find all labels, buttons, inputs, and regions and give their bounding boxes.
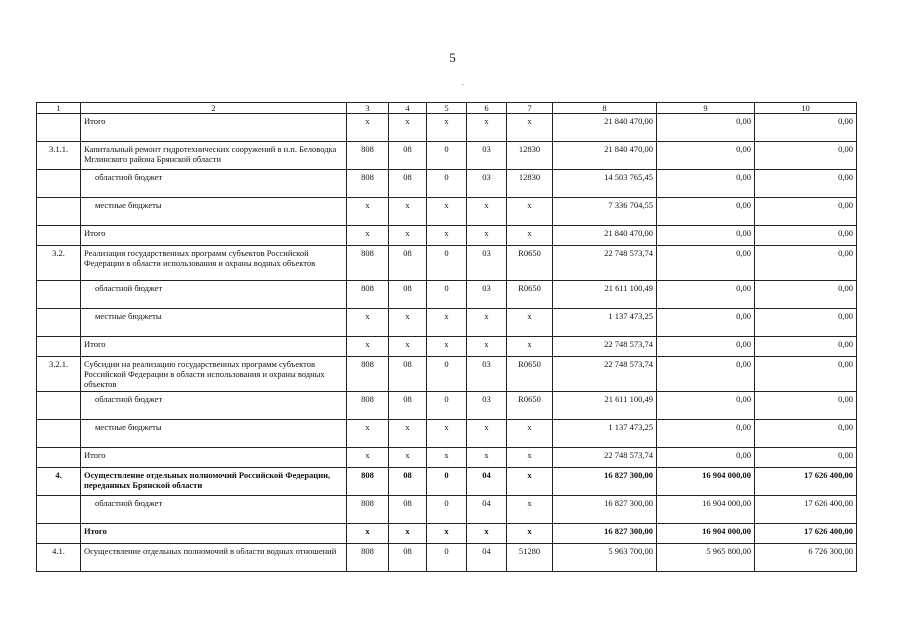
code-cell: 808 (347, 544, 389, 572)
table-row (37, 496, 857, 524)
code-cell: x (467, 226, 507, 246)
table-row (37, 337, 857, 357)
code-cell: 03 (467, 142, 507, 170)
row-number (37, 114, 81, 142)
amount-cell: 0,00 (657, 392, 755, 420)
row-number: 4.1. (37, 544, 81, 572)
row-description: Итого (81, 114, 347, 142)
code-cell: 04 (467, 544, 507, 572)
amount-cell: 0,00 (657, 226, 755, 246)
amount-cell: 0,00 (755, 337, 857, 357)
amount-cell: 17 626 400,00 (755, 496, 857, 524)
table-row (37, 198, 857, 226)
table-row (37, 246, 857, 281)
code-cell: 04 (467, 496, 507, 524)
row-number (37, 226, 81, 246)
table-row (37, 114, 857, 142)
column-header: 6 (467, 103, 507, 114)
amount-cell: 17 626 400,00 (755, 468, 857, 496)
table-row (37, 544, 857, 572)
column-header: 9 (657, 103, 755, 114)
row-number: 3.2.1. (37, 357, 81, 392)
code-cell: x (427, 524, 467, 544)
amount-cell: 21 611 100,49 (553, 281, 657, 309)
code-cell: x (389, 198, 427, 226)
code-cell: 0 (427, 496, 467, 524)
amount-cell: 0,00 (755, 281, 857, 309)
code-cell: 08 (389, 170, 427, 198)
code-cell: x (347, 448, 389, 468)
code-cell: x (347, 198, 389, 226)
column-header: 4 (389, 103, 427, 114)
table-row (37, 468, 857, 496)
code-cell: 0 (427, 392, 467, 420)
code-cell: x (507, 468, 553, 496)
amount-cell: 1 137 473,25 (553, 420, 657, 448)
amount-cell: 0,00 (755, 448, 857, 468)
code-cell: R0650 (507, 357, 553, 392)
code-cell: 808 (347, 357, 389, 392)
code-cell: 808 (347, 170, 389, 198)
table-row (37, 170, 857, 198)
row-number (37, 496, 81, 524)
table-row (37, 524, 857, 544)
column-header: 2 (81, 103, 347, 114)
amount-cell: 0,00 (755, 226, 857, 246)
code-cell: 08 (389, 142, 427, 170)
table-row (37, 226, 857, 246)
code-cell: x (347, 226, 389, 246)
code-cell: 08 (389, 496, 427, 524)
column-header: 5 (427, 103, 467, 114)
amount-cell: 0,00 (755, 170, 857, 198)
code-cell: x (507, 114, 553, 142)
code-cell: x (467, 114, 507, 142)
code-cell: x (389, 114, 427, 142)
code-cell: x (389, 309, 427, 337)
row-number: 3.1.1. (37, 142, 81, 170)
row-description: Итого (81, 337, 347, 357)
code-cell: x (507, 524, 553, 544)
row-number: 4. (37, 468, 81, 496)
row-number (37, 337, 81, 357)
row-number (37, 309, 81, 337)
amount-cell: 16 827 300,00 (553, 468, 657, 496)
code-cell: x (467, 337, 507, 357)
table-row (37, 448, 857, 468)
code-cell: 0 (427, 544, 467, 572)
amount-cell: 0,00 (657, 198, 755, 226)
row-description: Осуществление отдельных полномочий в области водных отношений (81, 544, 347, 572)
amount-cell: 16 904 000,00 (657, 524, 755, 544)
row-number (37, 281, 81, 309)
row-description: Капитальный ремонт гидротехнических сооружений в н.п. Беловодка Мглинского района Брянской области (81, 142, 347, 170)
code-cell: x (347, 420, 389, 448)
amount-cell: 14 503 765,45 (553, 170, 657, 198)
code-cell: x (507, 226, 553, 246)
code-cell: 808 (347, 468, 389, 496)
code-cell: 12830 (507, 170, 553, 198)
amount-cell: 0,00 (657, 337, 755, 357)
code-cell: x (507, 448, 553, 468)
row-number (37, 524, 81, 544)
amount-cell: 0,00 (657, 114, 755, 142)
code-cell: R0650 (507, 246, 553, 281)
code-cell: 51280 (507, 544, 553, 572)
column-header: 1 (37, 103, 81, 114)
amount-cell: 0,00 (657, 170, 755, 198)
row-description: Реализация государственных программ субъектов Российской Федерации в области использования и охраны водных объектов (81, 246, 347, 281)
amount-cell: 0,00 (755, 357, 857, 392)
code-cell: 03 (467, 392, 507, 420)
amount-cell: 0,00 (755, 198, 857, 226)
code-cell: x (467, 198, 507, 226)
code-cell: x (507, 198, 553, 226)
amount-cell: 21 840 470,00 (553, 114, 657, 142)
code-cell: x (507, 337, 553, 357)
amount-cell: 17 626 400,00 (755, 524, 857, 544)
code-cell: x (347, 114, 389, 142)
code-cell: 808 (347, 246, 389, 281)
amount-cell: 0,00 (755, 142, 857, 170)
code-cell: x (427, 226, 467, 246)
row-description: Осуществление отдельных полномочий Российской Федерации, переданных Брянской области (81, 468, 347, 496)
amount-cell: 16 904 000,00 (657, 496, 755, 524)
amount-cell: 1 137 473,25 (553, 309, 657, 337)
amount-cell: 0,00 (657, 246, 755, 281)
row-description: Итого (81, 226, 347, 246)
table-row (37, 392, 857, 420)
header-row (37, 103, 857, 114)
code-cell: x (507, 420, 553, 448)
code-cell: 03 (467, 357, 507, 392)
code-cell: x (427, 114, 467, 142)
column-header: 7 (507, 103, 553, 114)
amount-cell: 22 748 573,74 (553, 337, 657, 357)
table-row (37, 357, 857, 392)
amount-cell: 0,00 (657, 142, 755, 170)
amount-cell: 16 827 300,00 (553, 524, 657, 544)
amount-cell: 6 726 300,00 (755, 544, 857, 572)
amount-cell: 21 840 470,00 (553, 142, 657, 170)
code-cell: 08 (389, 281, 427, 309)
code-cell: 12830 (507, 142, 553, 170)
row-description: областной бюджет (81, 281, 347, 309)
column-header: 3 (347, 103, 389, 114)
code-cell: 04 (467, 468, 507, 496)
code-cell: 03 (467, 246, 507, 281)
amount-cell: 5 963 700,00 (553, 544, 657, 572)
amount-cell: 0,00 (755, 114, 857, 142)
amount-cell: 0,00 (755, 246, 857, 281)
row-number (37, 170, 81, 198)
table-row (37, 142, 857, 170)
row-number (37, 392, 81, 420)
code-cell: 08 (389, 392, 427, 420)
amount-cell: 0,00 (657, 309, 755, 337)
code-cell: 0 (427, 170, 467, 198)
amount-cell: 0,00 (657, 281, 755, 309)
row-description: областной бюджет (81, 392, 347, 420)
code-cell: x (389, 524, 427, 544)
code-cell: x (467, 420, 507, 448)
code-cell: 0 (427, 246, 467, 281)
code-cell: 0 (427, 468, 467, 496)
amount-cell: 16 904 000,00 (657, 468, 755, 496)
code-cell: x (427, 309, 467, 337)
row-description: Субсидии на реализацию государственных программ субъектов Российской Федерации в области использования и охраны водных объектов (81, 357, 347, 392)
table-row (37, 309, 857, 337)
amount-cell: 16 827 300,00 (553, 496, 657, 524)
row-description: Итого (81, 448, 347, 468)
code-cell: x (389, 448, 427, 468)
row-description: областной бюджет (81, 170, 347, 198)
code-cell: 08 (389, 246, 427, 281)
table-row (37, 281, 857, 309)
amount-cell: 21 611 100,49 (553, 392, 657, 420)
row-description: Итого (81, 524, 347, 544)
code-cell: 08 (389, 357, 427, 392)
amount-cell: 0,00 (755, 420, 857, 448)
code-cell: x (467, 309, 507, 337)
code-cell: 0 (427, 357, 467, 392)
amount-cell: 0,00 (657, 357, 755, 392)
amount-cell: 7 336 704,55 (553, 198, 657, 226)
code-cell: x (389, 226, 427, 246)
amount-cell: 5 965 800,00 (657, 544, 755, 572)
code-cell: x (389, 337, 427, 357)
code-cell: x (467, 448, 507, 468)
column-header: 8 (553, 103, 657, 114)
amount-cell: 22 748 573,74 (553, 448, 657, 468)
page-number: 5 (449, 50, 456, 65)
table-row (37, 420, 857, 448)
code-cell: x (389, 420, 427, 448)
amount-cell: 0,00 (755, 309, 857, 337)
amount-cell: 0,00 (657, 420, 755, 448)
budget-table (36, 102, 857, 572)
amount-cell: 22 748 573,74 (553, 357, 657, 392)
row-number: 3.2. (37, 246, 81, 281)
row-number (37, 420, 81, 448)
code-cell: 0 (427, 281, 467, 309)
code-cell: 808 (347, 281, 389, 309)
code-cell: x (347, 309, 389, 337)
code-cell: 08 (389, 468, 427, 496)
row-number (37, 448, 81, 468)
code-cell: 03 (467, 281, 507, 309)
row-description: местные бюджеты (81, 420, 347, 448)
code-cell: 0 (427, 142, 467, 170)
code-cell: 08 (389, 544, 427, 572)
code-cell: R0650 (507, 281, 553, 309)
code-cell: 808 (347, 142, 389, 170)
amount-cell: 0,00 (657, 448, 755, 468)
code-cell: 03 (467, 170, 507, 198)
row-number (37, 198, 81, 226)
code-cell: 808 (347, 392, 389, 420)
amount-cell: 21 840 470,00 (553, 226, 657, 246)
code-cell: x (427, 198, 467, 226)
amount-cell: 0,00 (755, 392, 857, 420)
code-cell: R0650 (507, 392, 553, 420)
amount-cell: 22 748 573,74 (553, 246, 657, 281)
code-cell: x (427, 337, 467, 357)
code-cell: x (347, 524, 389, 544)
code-cell: x (467, 524, 507, 544)
column-header: 10 (755, 103, 857, 114)
code-cell: x (507, 496, 553, 524)
row-description: областной бюджет (81, 496, 347, 524)
code-cell: x (427, 420, 467, 448)
code-cell: x (347, 337, 389, 357)
code-cell: 808 (347, 496, 389, 524)
code-cell: x (507, 309, 553, 337)
scan-speck (462, 84, 464, 85)
code-cell: x (427, 448, 467, 468)
row-description: местные бюджеты (81, 309, 347, 337)
row-description: местные бюджеты (81, 198, 347, 226)
